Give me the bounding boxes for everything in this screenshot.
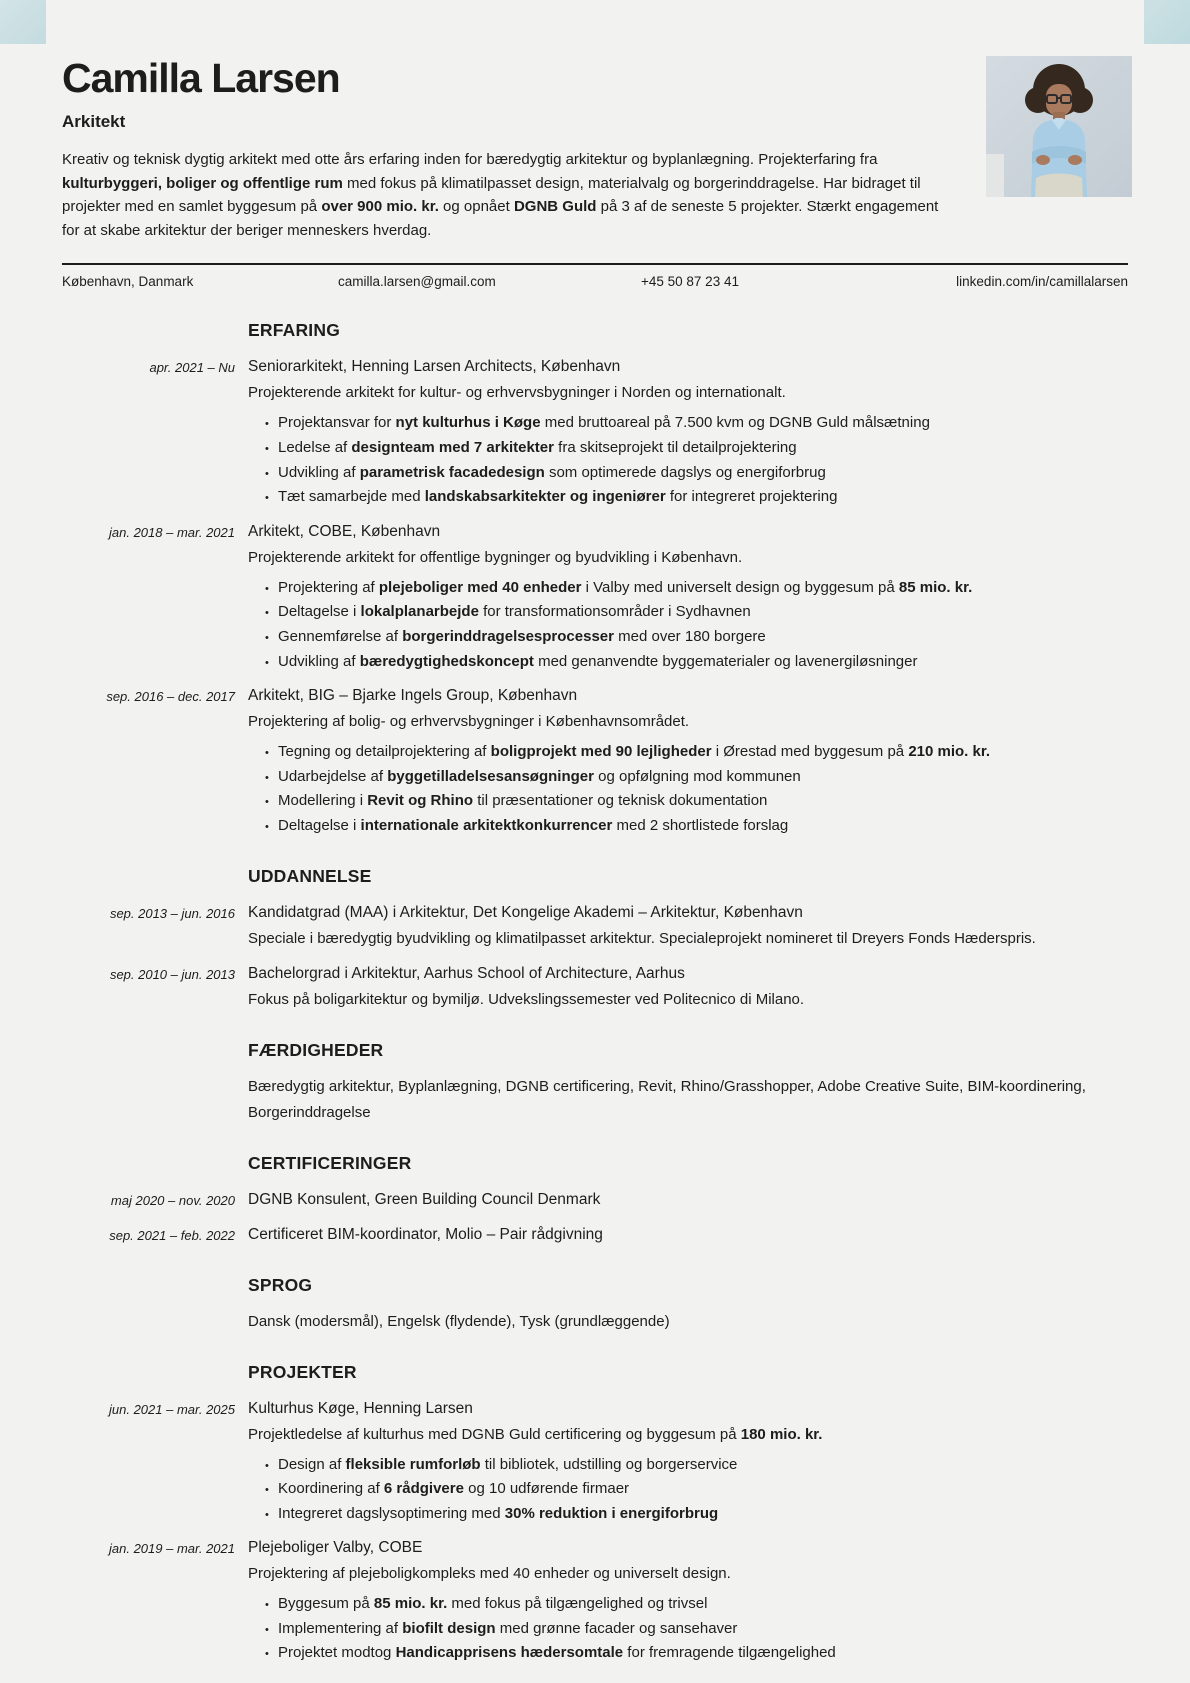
resume-section [62, 1275, 1128, 1335]
bullet-item: • Tæt samarbejde med landskabsarkitekter og ingeniører for integreret projektering [278, 485, 1128, 510]
entry-title: Kandidatgrad (MAA) i Arkitektur, Det Kongelige Akademi – Arkitektur, København [248, 903, 803, 921]
resume-section [62, 866, 1128, 1013]
entry-body [248, 1309, 1128, 1335]
contact-location: København, Danmark [62, 274, 194, 290]
section-entries [62, 1396, 1128, 1667]
entry-description: Projektering af bolig- og erhvervsbygninger i Københavnsområdet. [248, 713, 690, 731]
bullet-item: • Deltagelse i lokalplanarbejde for transformationsområder i Sydhavnen [278, 600, 1128, 625]
entry-title: DGNB Konsulent, Green Building Council Denmark [248, 1190, 601, 1208]
entry-description: Fokus på boligarkitektur og bymiljø. Udvekslingssemester ved Politecnico di Milano. [248, 990, 805, 1008]
entry [62, 1222, 1128, 1248]
entry [62, 1309, 1128, 1335]
person-name: Camilla Larsen [62, 55, 340, 101]
contact-linkedin: linkedin.com/in/camillalarsen [956, 274, 1128, 290]
entry-title: Bachelorgrad i Arkitektur, Aarhus School of Architecture, Aarhus [248, 964, 685, 982]
decor-corner-right [1144, 0, 1190, 44]
section-heading: CERTIFICERINGER [248, 1152, 412, 1173]
bullet-item: • Byggesum på 85 mio. kr. med fokus på tilgængelighed og trivsel [278, 1592, 1128, 1617]
entry-title: Arkitekt, COBE, København [248, 522, 441, 540]
portrait-illustration [986, 56, 1132, 197]
bullet-item: • Tegning og detailprojektering af boligprojekt med 90 lejligheder i Ørestad med byggesum på 210 mio. kr. [278, 740, 1128, 765]
entry-title: Arkitekt, BIG – Bjarke Ingels Group, København [248, 687, 578, 705]
entry-description: Dansk (modersmål), Engelsk (flydende), Tysk (grundlæggende) [248, 1312, 670, 1330]
bullet-item: • Integreret dagslysoptimering med 30% reduktion i energiforbrug [278, 1502, 1128, 1527]
entry [62, 1187, 1128, 1213]
entry [62, 1396, 1128, 1527]
contact-email: camilla.larsen@gmail.com [338, 274, 496, 290]
section-heading: SPROG [248, 1274, 313, 1295]
bullet-item: • Deltagelse i internationale arkitektkonkurrencer med 2 shortlistede forslag [278, 814, 1128, 839]
entry-title: Plejeboliger Valby, COBE [248, 1539, 423, 1557]
section-entries [62, 1309, 1128, 1335]
section-heading: PROJEKTER [248, 1361, 357, 1382]
entry [62, 354, 1128, 509]
section-entries [62, 900, 1128, 1013]
entry [62, 1535, 1128, 1666]
entry-date [62, 1309, 235, 1335]
section-entries [62, 1074, 1128, 1126]
entry-body [248, 1396, 1128, 1527]
entry-body [248, 1074, 1128, 1126]
contact-bar [62, 265, 1128, 293]
entry-bullets [248, 411, 1128, 509]
entry-date: sep. 2013 – jun. 2016 [109, 905, 235, 921]
section-heading: UDDANNELSE [248, 865, 372, 886]
section-entries [62, 354, 1128, 838]
bullet-item: • Udvikling af parametrisk facadedesign som optimerede dagslys og energiforbrug [278, 461, 1128, 486]
entry-body [248, 683, 1128, 838]
bullet-item: • Projektansvar for nyt kulturhus i Køge med bruttoareal på 7.500 kvm og DGNB Guld målsætning [278, 411, 1128, 436]
entry-description: Bæredygtig arkitektur, Byplanlægning, DGNB certificering, Revit, Rhino/Grasshopper, Adobe Creative Suite, BIM-koordinering, Borgerinddragelse [248, 1077, 1086, 1121]
section-heading: ERFARING [248, 320, 341, 341]
entry-title: Kulturhus Køge, Henning Larsen [248, 1399, 473, 1417]
entry [62, 961, 1128, 1013]
entry-date [62, 1074, 235, 1126]
entry-description: Projektledelse af kulturhus med DGNB Guld certificering og byggesum på 180 mio. kr. [248, 1425, 823, 1443]
job-title: Arkitekt [62, 112, 126, 131]
entry-description: Speciale i bæredygtig byudvikling og klimatilpasset arkitektur. Specialeprojekt nomineret til Dreyers Fonds Hæderspris. [248, 929, 1036, 947]
resume-section [62, 1362, 1128, 1667]
entry [62, 519, 1128, 674]
entry-bullets [248, 576, 1128, 674]
entry [62, 900, 1128, 952]
entry-bullets [248, 740, 1128, 838]
entry-body [248, 519, 1128, 674]
entry-body [248, 354, 1128, 509]
entry-body [248, 900, 1128, 952]
entry [62, 683, 1128, 838]
entry-bullets [248, 1592, 1128, 1666]
entry-date: maj 2020 – nov. 2020 [110, 1192, 235, 1208]
decor-corner-left [0, 0, 46, 44]
bullet-item: • Koordinering af 6 rådgivere og 10 udførende firmaer [278, 1477, 1128, 1502]
resume-header [62, 56, 1128, 242]
entry-bullets [248, 1453, 1128, 1527]
entry-body [248, 1222, 1128, 1248]
entry-description: Projekterende arkitekt for offentlige bygninger og byudvikling i København. [248, 548, 743, 566]
resume-section [62, 1153, 1128, 1248]
profile-photo [986, 56, 1132, 197]
entry-date: sep. 2016 – dec. 2017 [106, 689, 235, 705]
entry-date: jun. 2021 – mar. 2025 [109, 1401, 235, 1417]
entry-date: jan. 2018 – mar. 2021 [109, 524, 235, 540]
bullet-item: • Modellering i Revit og Rhino til præsentationer og teknisk dokumentation [278, 789, 1128, 814]
entry-date: sep. 2010 – jun. 2013 [109, 966, 235, 982]
entry-date: jan. 2019 – mar. 2021 [109, 1541, 235, 1557]
entry [62, 1074, 1128, 1126]
bullet-item: • Design af fleksible rumforløb til bibliotek, udstilling og borgerservice [278, 1453, 1128, 1478]
bullet-item: • Ledelse af designteam med 7 arkitekter fra skitseprojekt til detailprojektering [278, 436, 1128, 461]
entry-title: Certificeret BIM-koordinator, Molio – Pair rådgivning [248, 1225, 603, 1243]
entry-title: Seniorarkitekt, Henning Larsen Architects, København [248, 358, 621, 376]
entry-body [248, 1187, 1128, 1213]
profile-summary: Kreativ og teknisk dygtig arkitekt med otte års erfaring inden for bæredygtig arkitektur og byplanlægning. Projekterfaring fra kulturbyggeri, boliger og offentlige rum med fokus på klimatilpasset design, materialvalg og borgerinddragelse. Har bidraget til projekter med en samlet byggesum på over 900 mio. kr. og opnået DGNB Guld på 3 af de seneste 5 projekter. Stærkt engagement for at skabe arkitektur der beriger menneskers hverdag. [62, 151, 939, 239]
entry-body [248, 961, 1128, 1013]
entry-date: sep. 2021 – feb. 2022 [109, 1227, 235, 1243]
bullet-item: • Projektering af plejeboliger med 40 enheder i Valby med universelt design og byggesum på 85 mio. kr. [278, 576, 1128, 601]
section-heading: FÆRDIGHEDER [248, 1039, 384, 1060]
bullet-item: • Udvikling af bæredygtighedskoncept med genanvendte byggematerialer og lavenergiløsninger [278, 650, 1128, 675]
entry-description: Projekterende arkitekt for kultur- og erhvervsbygninger i Norden og internationalt. [248, 384, 786, 402]
contact-phone: +45 50 87 23 41 [641, 274, 739, 290]
bullet-item: • Udarbejdelse af byggetilladelsesansøgninger og opfølgning mod kommunen [278, 765, 1128, 790]
entry-date: apr. 2021 – Nu [149, 360, 235, 376]
resume-section [62, 320, 1128, 838]
resume-body [62, 320, 1128, 1666]
resume-section [62, 1040, 1128, 1126]
section-entries [62, 1187, 1128, 1248]
bullet-item: • Projektet modtog Handicapprisens hædersomtale for fremragende tilgængelighed [278, 1641, 1128, 1666]
bullet-item: • Gennemførelse af borgerinddragelsesprocesser med over 180 borgere [278, 625, 1128, 650]
entry-description: Projektering af plejeboligkompleks med 40 enheder og universelt design. [248, 1565, 731, 1583]
entry-body [248, 1535, 1128, 1666]
bullet-item: • Implementering af biofilt design med grønne facader og sansehaver [278, 1617, 1128, 1642]
